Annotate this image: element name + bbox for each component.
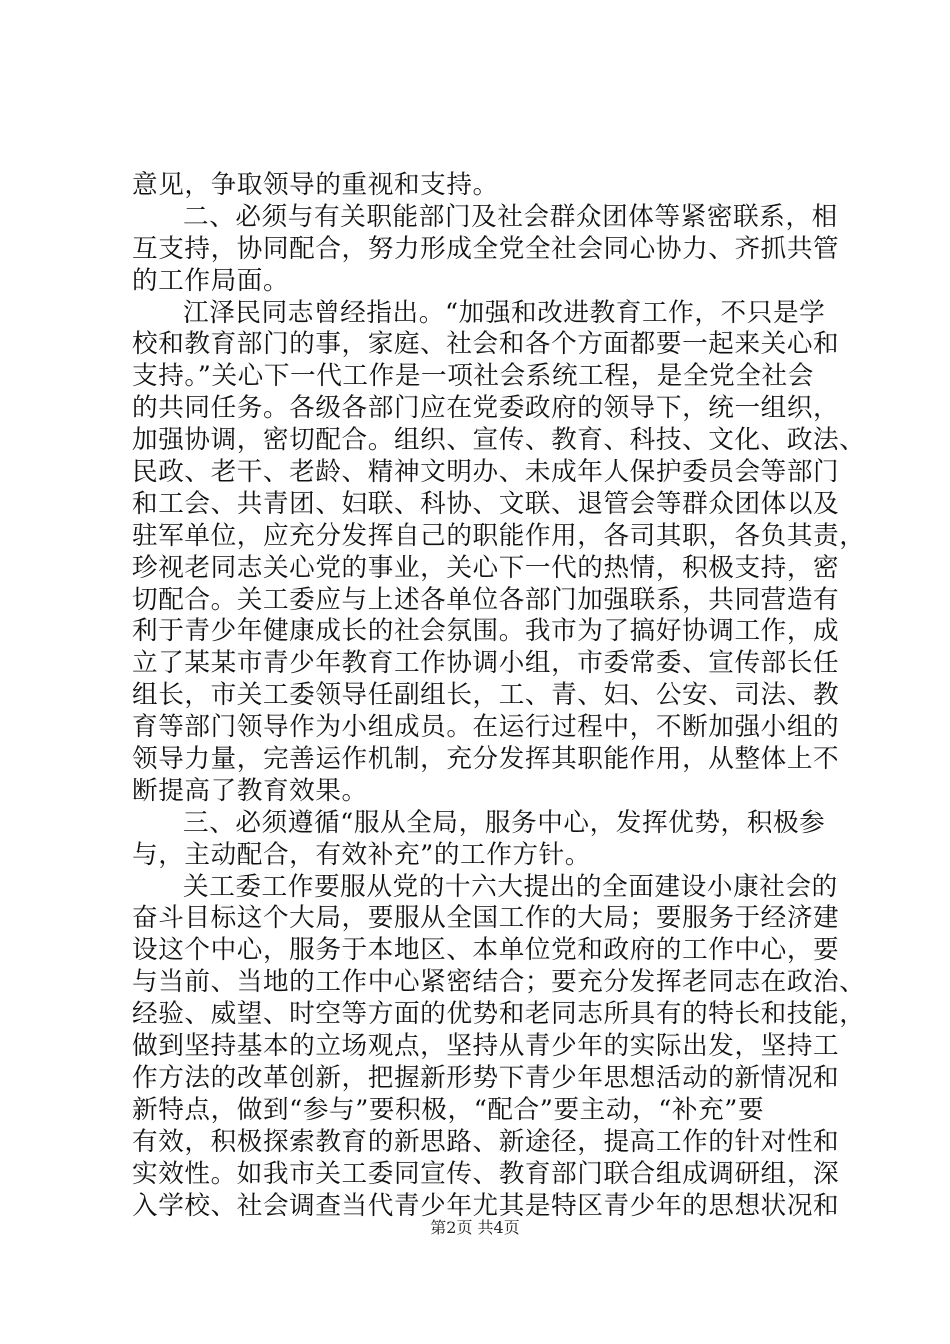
- text-line: 加强协调，密切配合。组织、宣传、教育、科技、文化、政法、: [132, 425, 866, 456]
- text-line: 组长，市关工委领导任副组长，工、青、妇、公安、司法、教: [132, 680, 840, 711]
- text-line: 意见，争取领导的重视和支持。: [132, 170, 499, 200]
- text-line: 领导力量，完善运作机制，充分发挥其职能作用，从整体上不: [132, 744, 840, 775]
- text-line: 的工作局面。: [132, 265, 290, 296]
- text-line: 支持。”关心下一代工作是一项社会系统工程，是全党全社会: [132, 361, 814, 392]
- text-line: 立了某某市青少年教育工作协调小组，市委常委、宣传部长任: [132, 648, 840, 679]
- text-line: 经验、威望、时空等方面的优势和老同志所具有的特长和技能，: [132, 999, 866, 1030]
- page-footer: [0, 1215, 950, 1238]
- text-line: 民政、老干、老龄、精神文明办、未成年人保护委员会等部门: [132, 457, 840, 488]
- text-line: 断提高了教育效果。: [132, 775, 368, 806]
- text-line: 校和教育部门的事，家庭、社会和各个方面都要一起来关心和: [132, 329, 840, 360]
- text-line: 珍视老同志关心党的事业，关心下一代的热情，积极支持，密: [132, 552, 840, 583]
- text-line: 实效性。如我市关工委同宣传、教育部门联合组成调研组，深: [132, 1158, 840, 1189]
- paragraph-start-line: 关工委工作要服从党的十六大提出的全面建设小康社会的: [183, 871, 838, 902]
- page-number-label: 第2页 共4页: [430, 1218, 520, 1237]
- text-line: 切配合。关工委应与上述各单位各部门加强联系，共同营造有: [132, 584, 840, 615]
- text-line: 做到坚持基本的立场观点，坚持从青少年的实际出发，坚持工: [132, 1031, 840, 1062]
- text-line: 作方法的改革创新，把握新形势下青少年思想活动的新情况和: [132, 1062, 840, 1093]
- section-heading-line: 二、必须与有关职能部门及社会群众团体等紧密联系，相: [183, 201, 838, 232]
- text-line: 驻军单位，应充分发挥自己的职能作用，各司其职，各负其责，: [132, 520, 866, 551]
- text-line: 新特点，做到“参与”要积极，“配合”要主动，“补充”要: [132, 1094, 765, 1125]
- text-line: 与，主动配合，有效补充”的工作方针。: [132, 839, 591, 870]
- text-line: 的共同任务。各级各部门应在党委政府的领导下，统一组织，: [132, 393, 840, 424]
- section-heading-line: 三、必须遵循“服从全局，服务中心，发挥优势，积极参: [183, 807, 826, 838]
- text-line: 入学校、社会调查当代青少年尤其是特区青少年的思想状况和: [132, 1190, 840, 1221]
- text-line: 奋斗目标这个大局，要服从全国工作的大局；要服务于经济建: [132, 903, 840, 934]
- text-line: 育等部门领导作为小组成员。在运行过程中，不断加强小组的: [132, 712, 840, 743]
- text-line: 和工会、共青团、妇联、科协、文联、退管会等群众团体以及: [132, 488, 840, 519]
- text-line: 利于青少年健康成长的社会氛围。我市为了搞好协调工作，成: [132, 616, 840, 647]
- text-line: 设这个中心，服务于本地区、本单位党和政府的工作中心，要: [132, 935, 840, 966]
- document-body: [132, 170, 866, 1222]
- paragraph-start-line: 江泽民同志曾经指出。“加强和改进教育工作，不只是学: [183, 297, 826, 328]
- text-line: 互支持，协同配合，努力形成全党全社会同心协力、齐抓共管: [132, 233, 840, 264]
- text-line: 有效，积极探索教育的新思路、新途径，提高工作的针对性和: [132, 1126, 840, 1157]
- text-line: 与当前、当地的工作中心紧密结合；要充分发挥老同志在政治、: [132, 967, 866, 998]
